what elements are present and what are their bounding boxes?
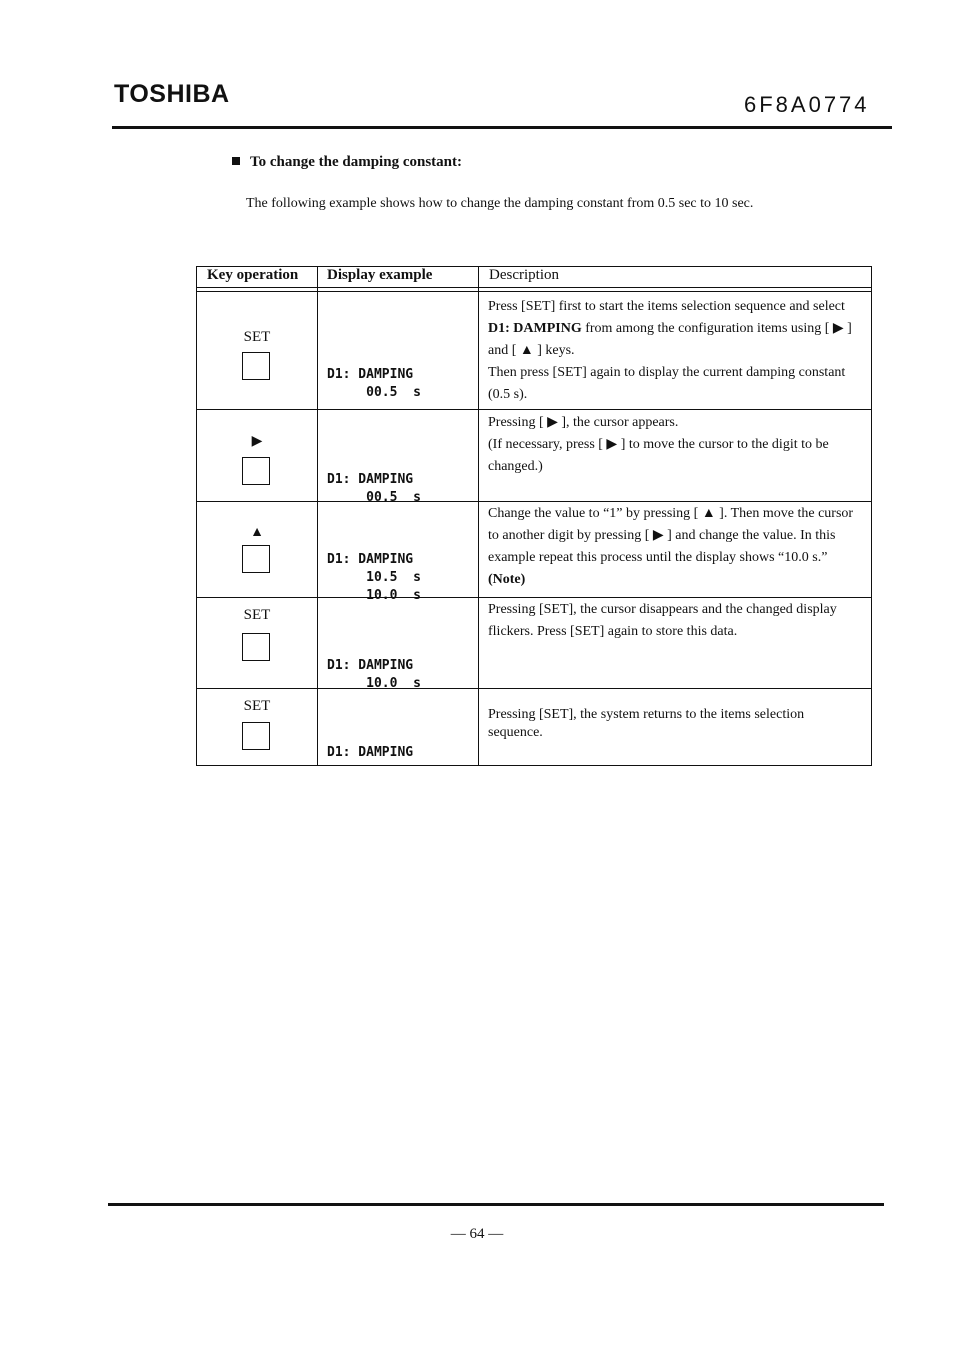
display-line: 10.5 s	[327, 570, 421, 585]
key-button-icon	[242, 457, 270, 485]
description-text: from among the configuration items using [ ▶ ] and [ ▲ ] keys.	[488, 321, 852, 358]
row-divider	[197, 688, 871, 689]
header-display-example: Display example	[327, 267, 433, 283]
column-divider	[317, 267, 318, 765]
section-title: To change the damping constant:	[250, 154, 462, 170]
section-heading	[232, 154, 462, 171]
page-number: — 64 —	[450, 1226, 504, 1242]
right-arrow-icon: ▶	[251, 434, 263, 449]
display-line: D1: DAMPING	[327, 658, 414, 673]
header-key-operation: Key operation	[207, 267, 299, 283]
intro-paragraph: The following example shows how to change the damping constant from 0.5 sec to 10 sec.	[246, 196, 754, 211]
description-emphasis: D1: DAMPING	[488, 321, 582, 336]
row-description	[488, 412, 858, 478]
display-line: 00.5 s	[327, 385, 421, 400]
key-button-icon	[242, 722, 270, 750]
note-reference: (Note)	[488, 572, 526, 587]
description-text: Pressing [SET], the cursor disappears and the changed display flickers. Press [SET] again to store this data.	[488, 602, 837, 639]
description-text: Change the value to “1” by pressing [ ▲ ]. Then move the cursor to another digit by pressing [ ▶ ] and change the value. In this example repeat this process until the display shows “10.0 s.”	[488, 506, 854, 565]
header-divider	[197, 291, 871, 292]
display-line: D1: DAMPING	[327, 552, 414, 567]
row-divider	[197, 597, 871, 598]
header-rule	[112, 126, 892, 129]
description-text: (If necessary, press [ ▶ ] to move the cursor to the digit to be changed.)	[488, 437, 829, 474]
header-description: Description	[489, 267, 559, 283]
column-divider	[478, 267, 479, 765]
key-button-icon	[242, 352, 270, 380]
display-line: D1: DAMPING	[327, 367, 414, 382]
row-divider	[197, 501, 871, 502]
description-text: Pressing [ ▶ ], the cursor appears.	[488, 415, 679, 430]
description-text: Press [SET] first to start the items selection sequence and select	[488, 299, 845, 314]
bullet-square-icon	[232, 157, 240, 165]
key-label: SET	[243, 329, 271, 345]
up-arrow-icon: ▲	[250, 525, 264, 540]
display-line: 10.0 s	[327, 676, 421, 691]
document-number: 6F8A0774	[744, 92, 870, 117]
brand-logo: TOSHIBA	[114, 80, 230, 108]
key-button-icon	[242, 545, 270, 573]
row-description	[488, 706, 858, 742]
key-label: SET	[243, 698, 271, 714]
key-label: SET	[243, 607, 271, 623]
description-text: Pressing [SET], the system returns to the items selection sequence.	[488, 707, 805, 740]
display-line: D1: DAMPING	[327, 472, 414, 487]
procedure-table	[196, 266, 872, 766]
row-divider	[197, 409, 871, 410]
key-button-icon	[242, 633, 270, 661]
display-line: 10.0 s	[327, 588, 421, 603]
display-example	[327, 708, 413, 798]
row-description	[488, 599, 858, 643]
display-example	[327, 330, 421, 438]
description-text: Then press [SET] again to display the current damping constant (0.5 s).	[488, 365, 846, 402]
display-line: D1: DAMPING	[327, 745, 414, 760]
row-description	[488, 296, 858, 406]
row-description	[488, 503, 858, 591]
footer-rule	[108, 1203, 884, 1206]
display-line: 00.5 s	[327, 490, 421, 505]
header-divider	[197, 287, 871, 288]
